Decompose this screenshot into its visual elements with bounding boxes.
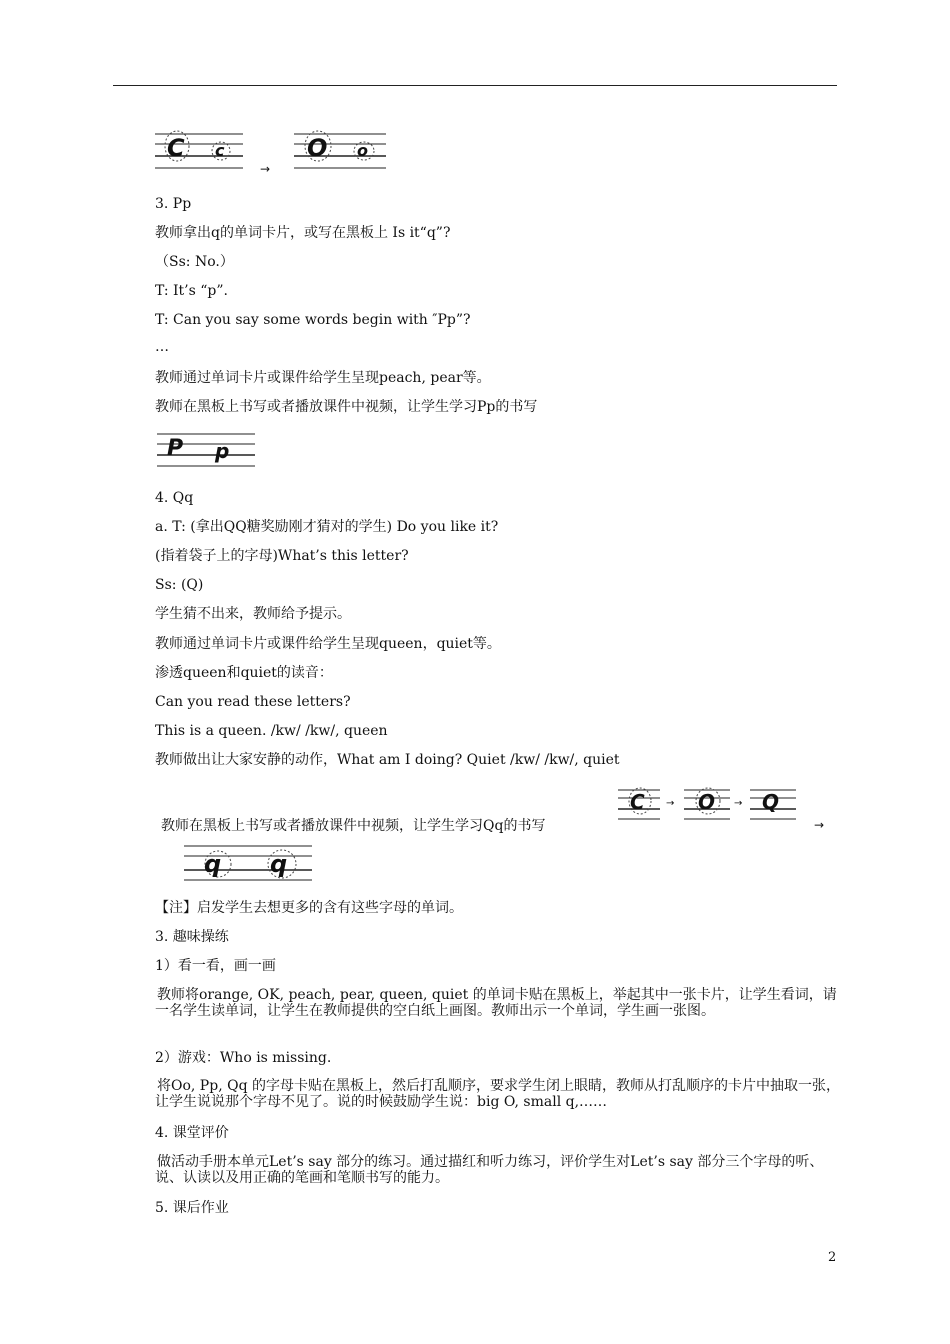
arrow-icon: → [666,798,675,809]
text-line: 教师在黑板上书写或者播放课件中视频，让学生学习Pp的书写 [155,399,538,415]
text-line: 4. Qq [155,490,194,506]
hw-letter-P: P [167,436,184,461]
hw-letter-O: O [698,790,716,814]
hw-letter-c: c [215,141,225,160]
text-line: 教师做出让大家安静的动作，What am I doing? Quiet /kw/ /kw/, quiet [155,752,620,768]
hw-letter-p: p [215,439,230,463]
hw-letter-O: O [307,134,328,162]
text-line: This is a queen. /kw/ /kw/, queen [155,723,388,739]
text-line: 学生猜不出来，教师给予提示。 [155,606,351,622]
text-line: T: It’s “p”. [155,283,228,299]
text-line: T: Can you say some words begin with ″Pp”? [155,312,471,328]
subheading: 1）看一看，画一画 [155,958,276,974]
subheading: 2）游戏：Who is missing. [155,1050,332,1066]
hw-letter-C: C [167,134,185,162]
text-line: 教师通过单词卡片或课件给学生呈现queen，quiet等。 [155,636,501,652]
hw-letter-Q: Q [762,790,780,814]
hw-letter-C: C [630,790,645,814]
section-heading: 3. 趣味操练 [155,929,229,945]
arrow-icon: → [734,798,743,809]
text-line: Can you read these letters? [155,694,351,710]
handwriting-oo-figure [292,126,388,172]
text-line: （Ss: No.） [155,254,234,270]
note-line: 【注】启发学生去想更多的含有这些字母的单词。 [155,900,463,916]
handwriting-coq-figure [616,784,802,828]
text-line: (指着袋子上的字母)What’s this letter? [155,548,409,564]
text-line: 教师拿出q的单词卡片，或写在黑板上 Is it“q”? [155,225,451,241]
handwriting-cc-figure [153,126,245,172]
hw-letter-q: q [270,850,288,878]
section-heading: 4. 课堂评价 [155,1125,229,1141]
page-number: 2 [828,1250,837,1265]
paragraph: 做活动手册本单元Let’s say 部分的练习。通过描红和听力练习，评价学生对Let’s say 部分三个字母的听、说、认读以及用正确的笔画和笔顺书写的能力。 [155,1154,824,1186]
arrow-icon: → [814,818,825,832]
text-line: … [155,339,169,355]
text-line: Ss: (Q) [155,577,204,593]
section-heading: 5. 课后作业 [155,1200,229,1216]
text-line: 教师通过单词卡片或课件给学生呈现peach, pear等。 [155,370,491,386]
paragraph: 将Oo, Pp, Qq 的字母卡贴在黑板上，然后打乱顺序，要求学生闭上眼睛，教师从打乱顺序的卡片中抽取一张，让学生说说那个字母不见了。说的时候鼓励学生说：big O, small q,…… [155,1078,840,1110]
text-line: 渗透queen和quiet的读音： [155,665,333,681]
paragraph: 教师将orange, OK, peach, pear, queen, quiet 的单词卡贴在黑板上，举起其中一张卡片，让学生看词，请一名学生读单词，让学生在教师提供的空白纸上画图。教师出示一个单词，学生画一张图。 [155,987,837,1019]
header-rule [113,85,837,86]
text-line: 3. Pp [155,196,192,212]
hw-letter-o: o [357,141,368,160]
text-line: 教师在黑板上书写或者播放课件中视频，让学生学习Qq的书写 [161,818,546,834]
handwriting-qq-figure [182,840,314,886]
arrow-icon: → [260,162,271,176]
text-line: a. T: (拿出QQ糖奖励刚才猜对的学生) Do you like it? [155,519,499,535]
handwriting-pp-figure [155,428,257,472]
hw-letter-q: q [204,850,222,878]
